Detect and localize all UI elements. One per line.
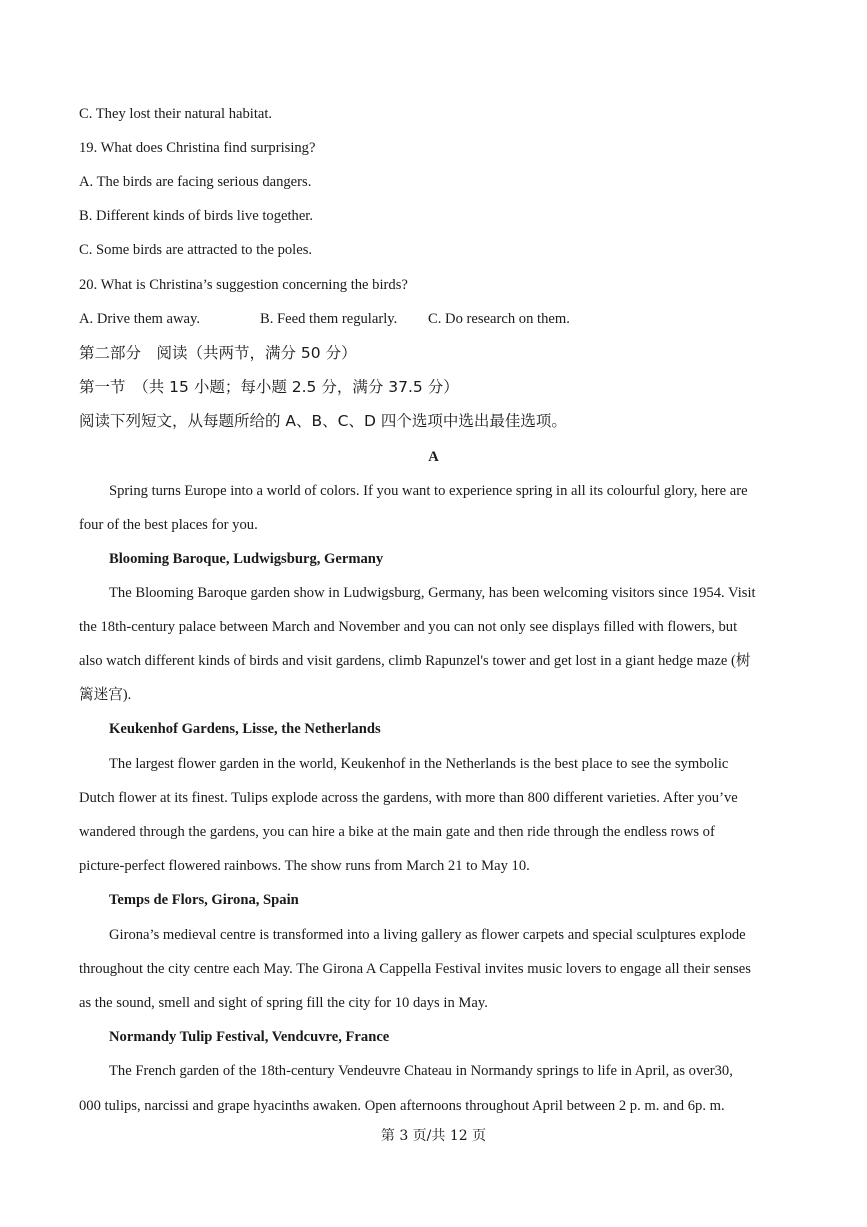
q19-option-a: A. The birds are facing serious dangers.: [79, 174, 312, 190]
reading-instruction: 阅读下列短文，从每题所给的 A、B、C、D 四个选项中选出最佳选项。: [79, 412, 567, 430]
passage-label: A: [428, 449, 439, 465]
q20-option-a: A. Drive them away.: [79, 311, 201, 327]
q20-option-c: C. Do research on them.: [428, 311, 570, 327]
paragraph-3-line-2: throughout the city centre each May. The Girona A Cappella Festival invites music lovers to engage all their senses: [79, 961, 751, 977]
section-one-title: 第一节 （共 15 小题；每小题 2.5 分，满分 37.5 分）: [79, 378, 459, 396]
heading-keukenhof: Keukenhof Gardens, Lisse, the Netherlands: [109, 721, 381, 737]
paragraph-4-line-2: 000 tulips, narcissi and grape hyacinths awaken. Open afternoons throughout April between 2 p. m. and 6p. m.: [79, 1098, 725, 1114]
q19-option-c: C. Some birds are attracted to the poles.: [79, 242, 313, 258]
paragraph-2-line-1: The largest flower garden in the world, Keukenhof in the Netherlands is the best place to see the symbolic: [109, 756, 729, 772]
intro-line-1: Spring turns Europe into a world of colors. If you want to experience spring in all its colourful glory, here are: [109, 483, 748, 499]
paragraph-1-line-1: The Blooming Baroque garden show in Ludwigsburg, Germany, has been welcoming visitors since 1954. Visit: [109, 585, 756, 601]
paragraph-1-line-3: also watch different kinds of birds and visit gardens, climb Rapunzel's tower and get lost in a giant hedge maze (树: [79, 653, 751, 669]
paragraph-2-line-3: wandered through the gardens, you can hire a bike at the main gate and then ride through the endless rows of: [79, 824, 715, 840]
heading-blooming-baroque: Blooming Baroque, Ludwigsburg, Germany: [109, 551, 384, 567]
page-number: 第 3 页/共 12 页: [380, 1128, 487, 1144]
q20-option-b: B. Feed them regularly.: [260, 311, 398, 327]
paragraph-2-line-4: picture-perfect flowered rainbows. The show runs from March 21 to May 10.: [79, 858, 530, 874]
part-two-title: 第二部分 阅读（共两节，满分 50 分）: [79, 344, 357, 362]
q20-question: 20. What is Christina’s suggestion concerning the birds?: [79, 277, 408, 293]
heading-temps-de-flors: Temps de Flors, Girona, Spain: [109, 892, 299, 908]
paragraph-3-line-3: as the sound, smell and sight of spring fill the city for 10 days in May.: [79, 995, 488, 1011]
paragraph-3-line-1: Girona’s medieval centre is transformed into a living gallery as flower carpets and special sculptures explode: [109, 927, 746, 943]
q18-option-c: C. They lost their natural habitat.: [79, 106, 273, 122]
heading-normandy: Normandy Tulip Festival, Vendcuvre, France: [109, 1029, 390, 1045]
q20-options: [79, 310, 639, 328]
intro-line-2: four of the best places for you.: [79, 517, 258, 533]
paragraph-2-line-2: Dutch flower at its finest. Tulips explode across the gardens, with more than 800 different varieties. After you’ve: [79, 790, 738, 806]
paragraph-1-line-2: the 18th-century palace between March and November and you can not only see displays filled with flowers, but: [79, 619, 738, 635]
paragraph-4-line-1: The French garden of the 18th-century Vendeuvre Chateau in Normandy springs to life in April, as over30,: [109, 1063, 733, 1079]
paragraph-1-line-4: 篱迷宫).: [79, 687, 132, 703]
q19-option-b: B. Different kinds of birds live together.: [79, 208, 313, 224]
q19-question: 19. What does Christina find surprising?: [79, 140, 316, 156]
